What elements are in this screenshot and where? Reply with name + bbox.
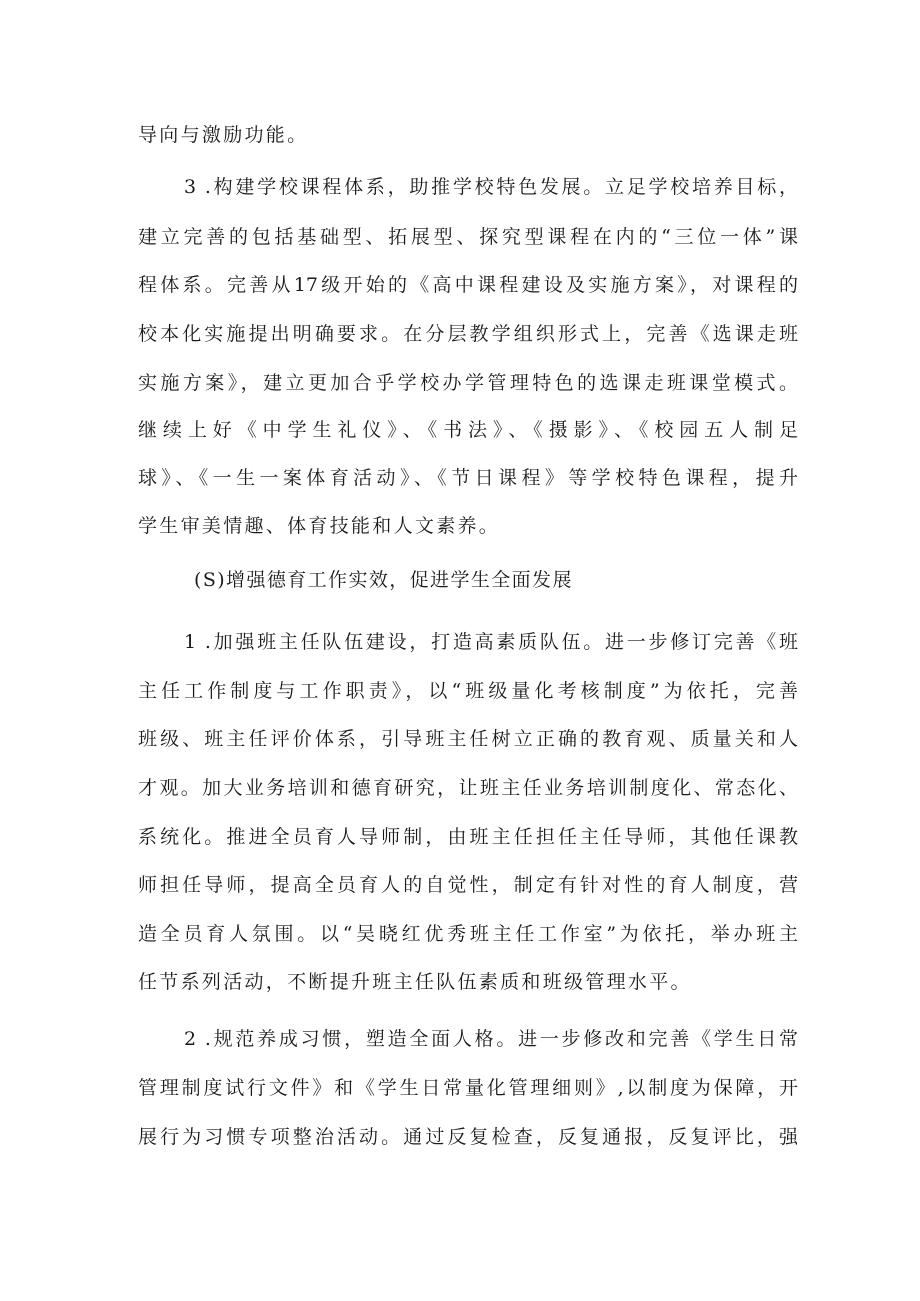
text-line: 班级、班主任评价体系，引导班主任树立正确的教育观、质量关和人	[138, 728, 798, 750]
text-line: 造全员育人氛围。以“吴晓红优秀班主任工作室”为依托，举办班主	[138, 923, 798, 945]
text-line: 学生审美情趣、体育技能和人文素养。	[138, 515, 501, 537]
section-heading: (S)增强德育工作实效，促进学生全面发展	[194, 569, 573, 591]
text-line: 管理制度试行文件》和《学生日常量化管理细则》,以制度为保障，开	[138, 1077, 798, 1099]
text-line: 程体系。完善从17级开始的《高中课程建设及实施方案》，对课程的	[138, 274, 798, 296]
text-line: 主任工作制度与工作职责》，以“班级量化考核制度”为依托，完善	[138, 680, 798, 702]
text-line: 展行为习惯专项整治活动。通过反复检查，反复通报，反复评比，强	[138, 1126, 798, 1148]
text-line: 实施方案》，建立更加合乎学校办学管理特色的选课走班课堂模式。	[138, 372, 798, 394]
text-line: 才观。加大业务培训和德育研究，让班主任业务培训制度化、常态化、	[138, 777, 798, 799]
text-line: 任节系列活动，不断提升班主任队伍素质和班级管理水平。	[138, 971, 692, 993]
text-line: 球》、《一生一案体育活动》、《节日课程》等学校特色课程，提升	[138, 467, 798, 489]
text-line: 导向与激励功能。	[138, 124, 309, 146]
section-item-3: 3 .构建学校课程体系，助推学校特色发展。立足学校培养目标，	[184, 176, 798, 198]
text-line: 建立完善的包括基础型、拓展型、探究型课程在内的“三位一体”课	[138, 226, 798, 248]
section-item-2: 2 .规范养成习惯，塑造全面人格。进一步修改和完善《学生日常	[184, 1028, 798, 1050]
section-item-1: 1 .加强班主任队伍建设，打造高素质队伍。进一步修订完善《班	[184, 631, 798, 653]
text-line: 校本化实施提出明确要求。在分层教学组织形式上，完善《选课走班	[138, 323, 798, 345]
text-line: 系统化。推进全员育人导师制，由班主任担任主任导师，其他任课教	[138, 826, 798, 848]
text-line: 继续上好《中学生礼仪》、《书法》、《摄影》、《校园五人制足	[138, 419, 798, 441]
text-line: 师担任导师，提高全员育人的自觉性，制定有针对性的育人制度，营	[138, 874, 798, 896]
